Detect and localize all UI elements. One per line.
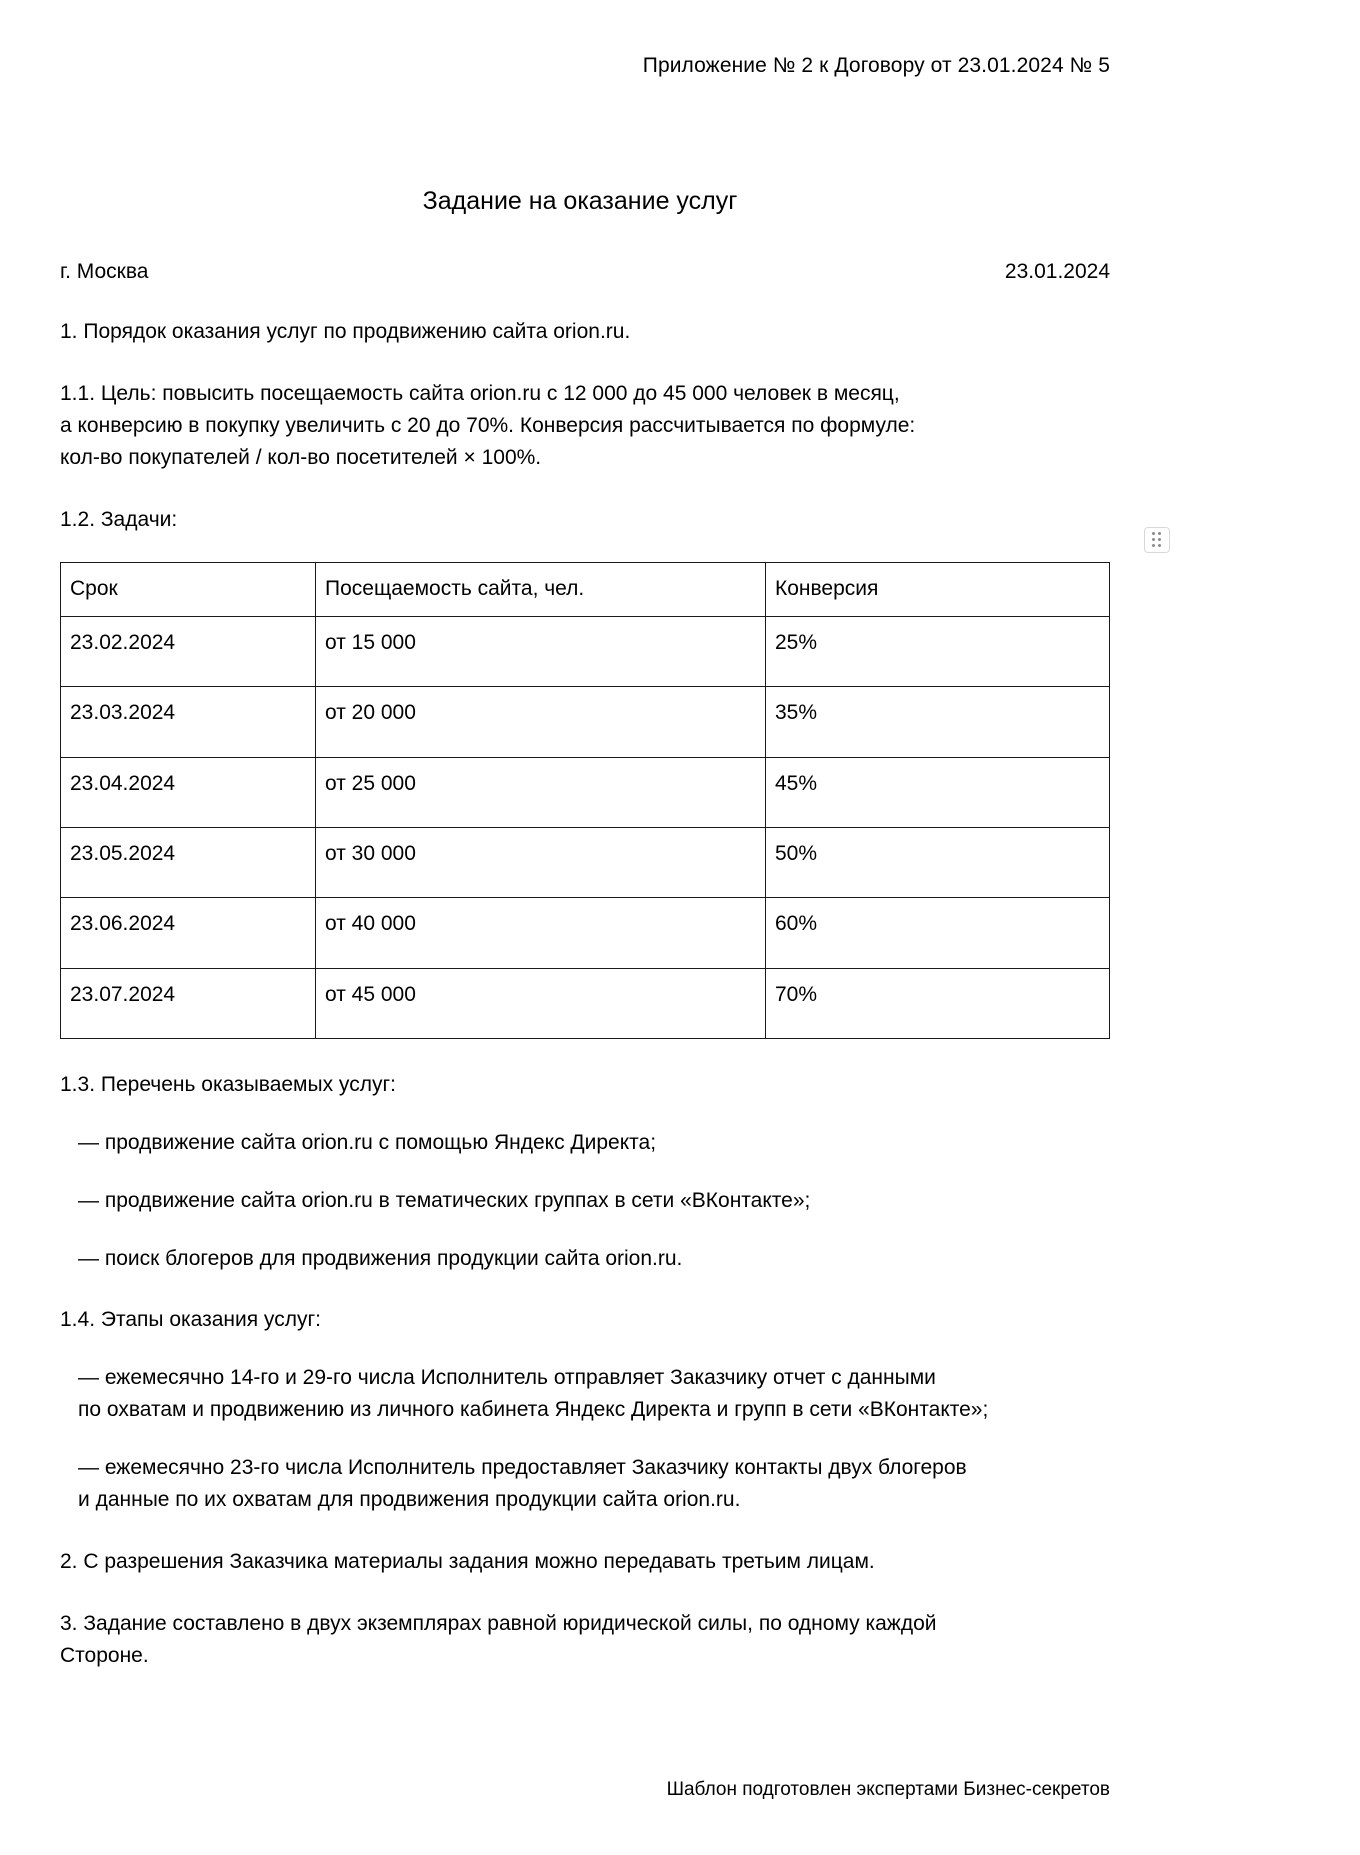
clause-1-1 <box>60 378 1110 474</box>
stage-item <box>60 1452 1110 1516</box>
stage-item <box>60 1362 1110 1426</box>
cell-traffic: от 20 000 <box>316 687 766 757</box>
clause-1: 1. Порядок оказания услуг по продвижению сайта orion.ru. <box>60 320 631 344</box>
cell-conversion: 50% <box>766 827 1110 897</box>
document-date: 23.01.2024 <box>1004 259 1110 283</box>
table-row <box>61 968 1110 1038</box>
cell-traffic: от 40 000 <box>316 898 766 968</box>
city-label: г. Москва <box>60 259 149 283</box>
stage-item-line-2: по охватам и продвижению из личного кабинета Яндекс Директа и групп в сети «ВКонтакте»; <box>78 1398 989 1422</box>
clause-3 <box>60 1608 1110 1672</box>
stage-item-line-1: — ежемесячно 23-го числа Исполнитель предоставляет Заказчику контакты двух блогеров <box>78 1456 967 1480</box>
table-row <box>61 898 1110 968</box>
tasks-table <box>60 562 1110 1039</box>
cell-conversion: 70% <box>766 968 1110 1038</box>
cell-conversion: 25% <box>766 617 1110 687</box>
cell-conversion: 35% <box>766 687 1110 757</box>
cell-term: 23.05.2024 <box>61 827 316 897</box>
cell-traffic: от 15 000 <box>316 617 766 687</box>
cell-term: 23.04.2024 <box>61 757 316 827</box>
cell-conversion: 45% <box>766 757 1110 827</box>
clause-1-1-line-3: кол-во покупателей / кол-во посетителей × 100%. <box>60 445 542 469</box>
table-header-row <box>61 562 1110 616</box>
place-date-row <box>60 258 1110 286</box>
cell-term: 23.02.2024 <box>61 617 316 687</box>
column-header-conversion: Конверсия <box>766 562 1110 616</box>
tasks-table-zone <box>60 562 1110 1039</box>
cell-traffic: от 45 000 <box>316 968 766 1038</box>
table-row <box>61 617 1110 687</box>
column-header-traffic: Посещаемость сайта, чел. <box>316 562 766 616</box>
cell-term: 23.03.2024 <box>61 687 316 757</box>
table-row <box>61 827 1110 897</box>
cell-term: 23.06.2024 <box>61 898 316 968</box>
appendix-reference: Приложение № 2 к Договору от 23.01.2024 № 5 <box>642 54 1110 77</box>
stage-item-line-1: — ежемесячно 14-го и 29-го числа Исполнитель отправляет Заказчику отчет с данными <box>78 1366 936 1390</box>
clause-1-3: 1.3. Перечень оказываемых услуг: <box>60 1072 396 1096</box>
cell-traffic: от 30 000 <box>316 827 766 897</box>
cell-term: 23.07.2024 <box>61 968 316 1038</box>
table-row <box>61 687 1110 757</box>
clause-1-2: 1.2. Задачи: <box>60 507 178 531</box>
page-title: Задание на оказание услуг <box>422 187 738 216</box>
drag-handle-icon[interactable] <box>1144 527 1170 553</box>
service-item: — продвижение сайта orion.ru с помощью Яндекс Директа; <box>78 1130 657 1154</box>
drag-handle-dots <box>1152 532 1162 548</box>
column-header-term: Срок <box>61 562 316 616</box>
service-item: — поиск блогеров для продвижения продукции сайта orion.ru. <box>78 1246 683 1270</box>
cell-conversion: 60% <box>766 898 1110 968</box>
footer-credit: Шаблон подготовлен экспертами Бизнес-секретов <box>666 1779 1110 1801</box>
document-body <box>0 258 1360 1672</box>
stage-item-line-2: и данные по их охватам для продвижения продукции сайта orion.ru. <box>78 1488 741 1512</box>
clause-2: 2. С разрешения Заказчика материалы задания можно передавать третьим лицам. <box>60 1549 875 1573</box>
clause-1-4: 1.4. Этапы оказания услуг: <box>60 1308 321 1332</box>
cell-traffic: от 25 000 <box>316 757 766 827</box>
clause-3-line-2: Стороне. <box>60 1643 149 1667</box>
service-item: — продвижение сайта orion.ru в тематических группах в сети «ВКонтакте»; <box>78 1188 811 1212</box>
clause-1-1-line-2: а конверсию в покупку увеличить с 20 до 70%. Конверсия рассчитывается по формуле: <box>60 414 916 437</box>
table-row <box>61 757 1110 827</box>
clause-1-1-line-1: 1.1. Цель: повысить посещаемость сайта orion.ru с 12 000 до 45 000 человек в месяц, <box>60 382 900 406</box>
clause-3-line-1: 3. Задание составлено в двух экземплярах равной юридической силы, по одному каждой <box>60 1611 937 1635</box>
